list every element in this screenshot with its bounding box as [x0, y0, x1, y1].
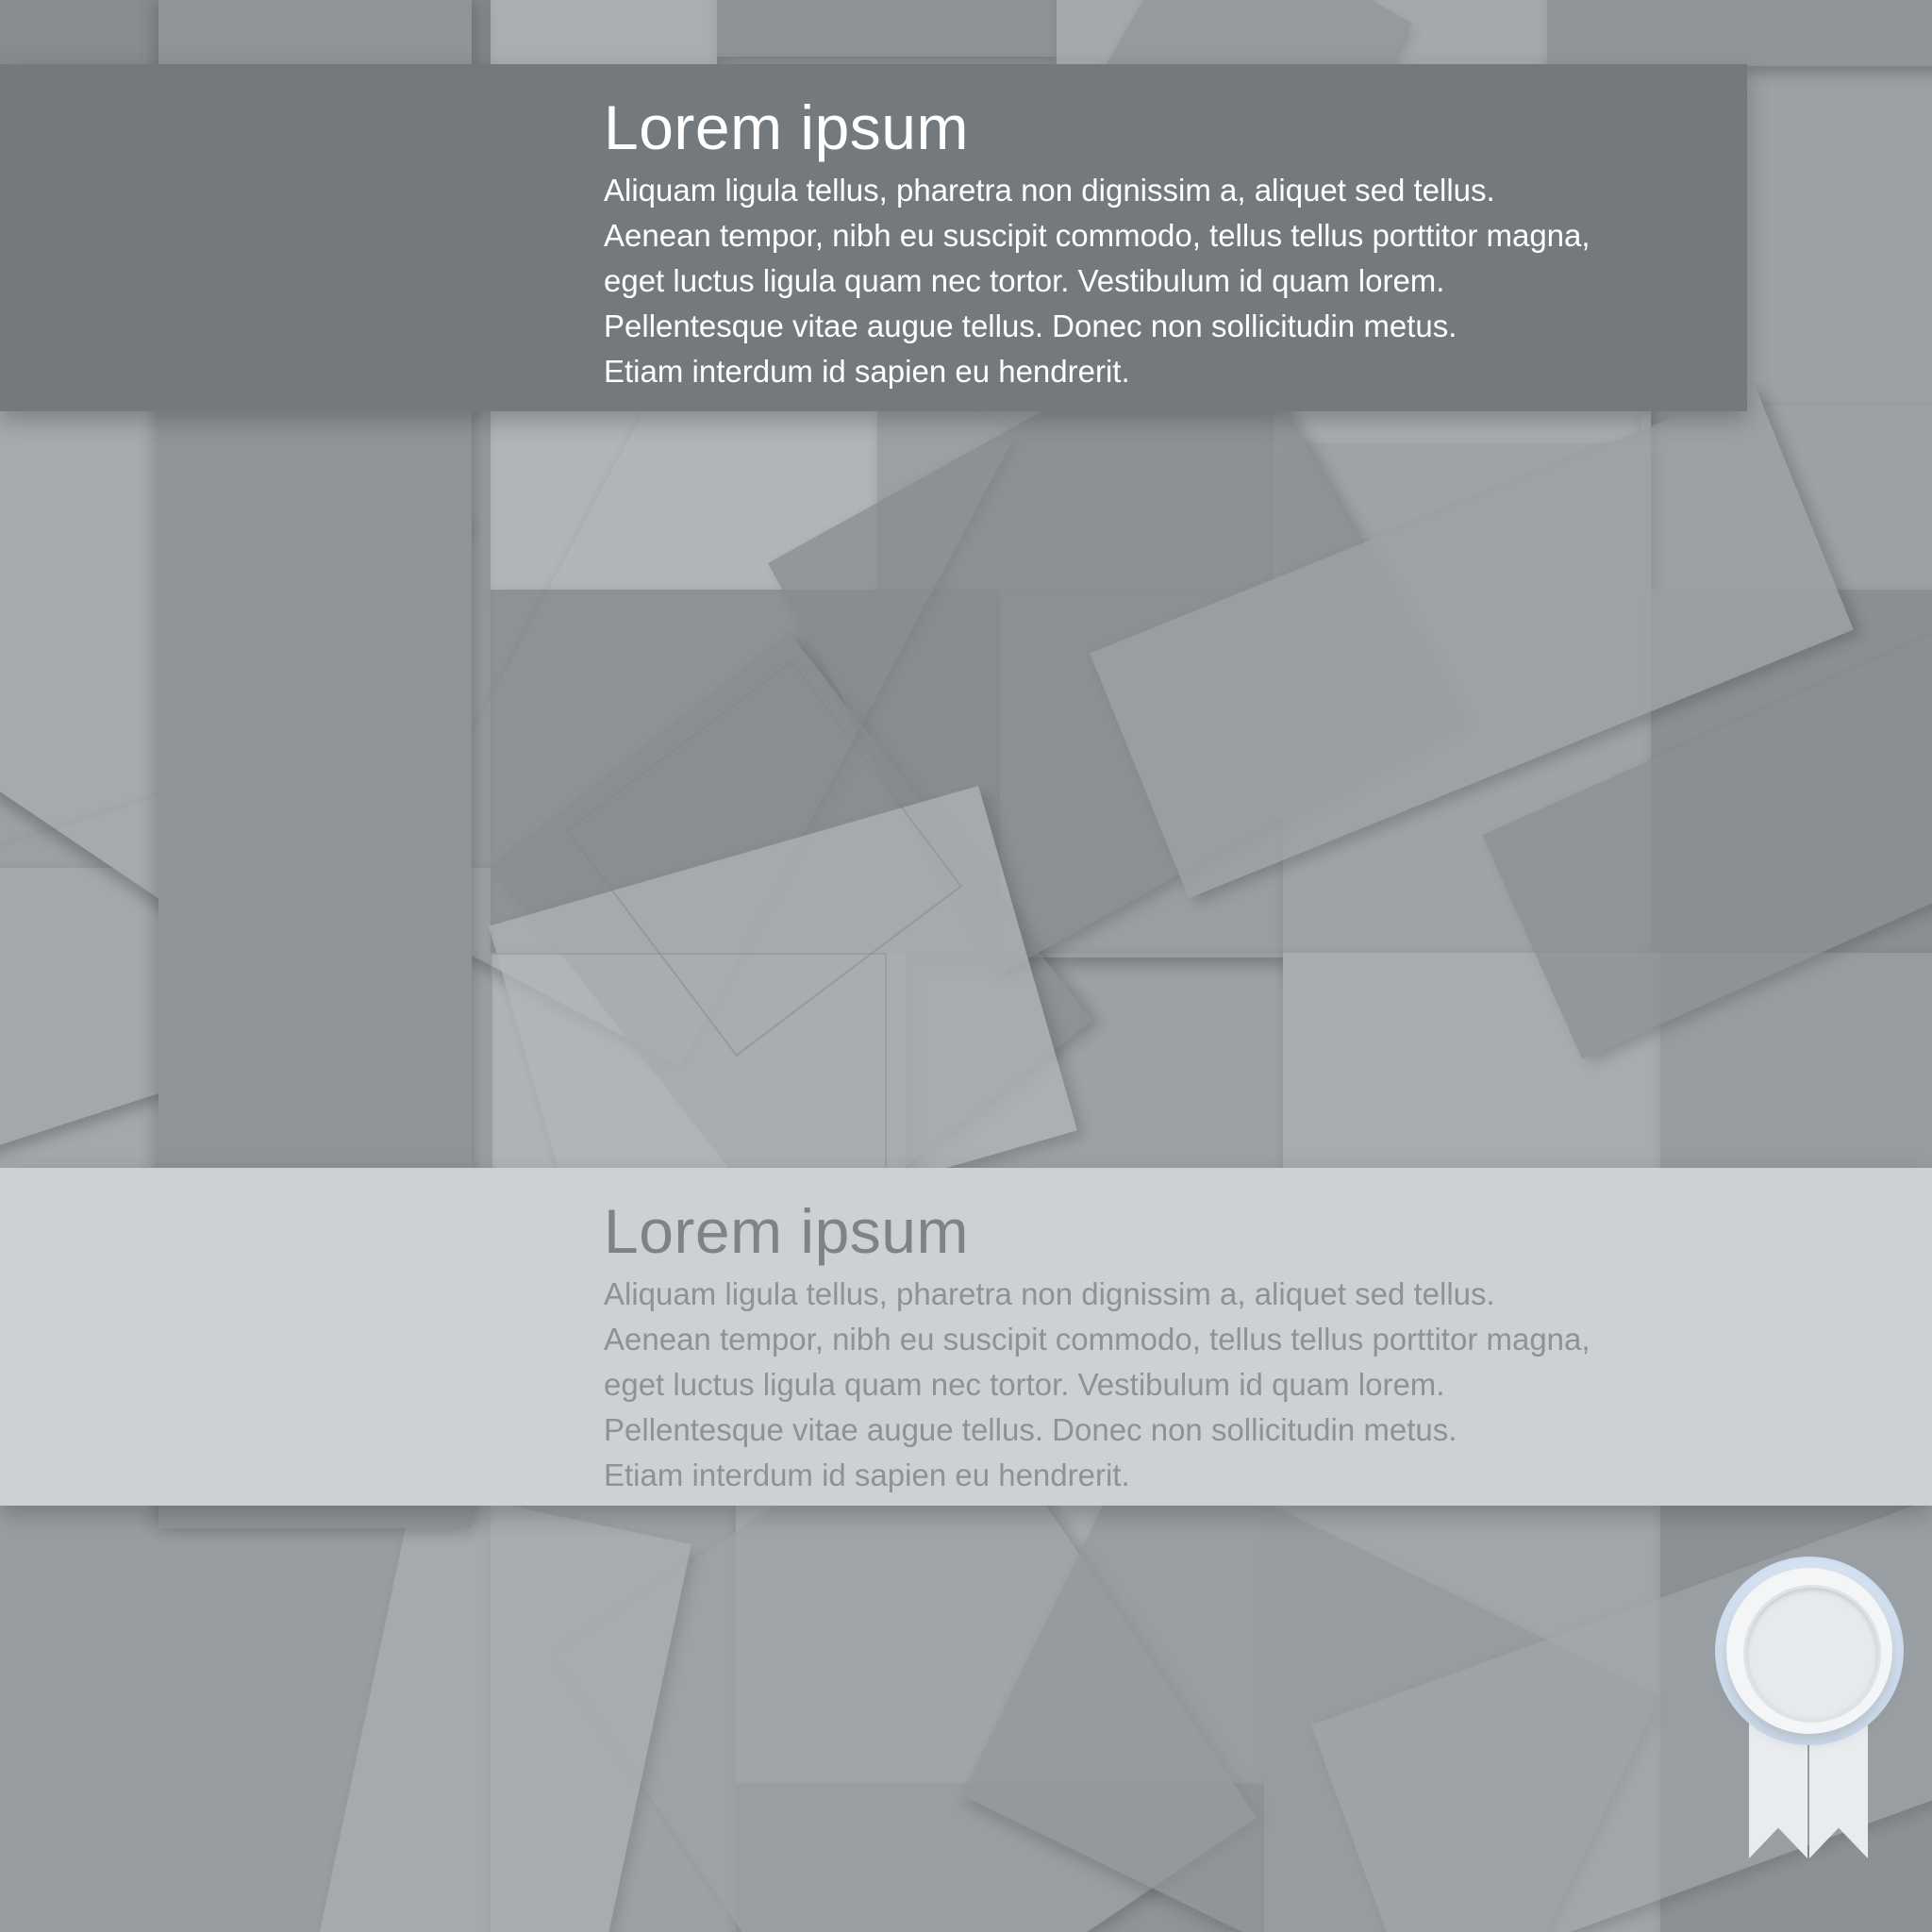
banner-bottom	[0, 1168, 1932, 1506]
banner-top-line: eget luctus ligula quam nec tortor. Vestibulum id quam lorem.	[604, 263, 1445, 298]
banner-bottom-body	[604, 1272, 1894, 1498]
bg-shape	[1547, 0, 1932, 66]
banner-bottom-line: eget luctus ligula quam nec tortor. Vestibulum id quam lorem.	[604, 1367, 1445, 1402]
bg-shape-outline	[491, 953, 887, 1179]
banner-top-line: Aenean tempor, nibh eu suscipit commodo, tellus tellus porttitor magna,	[604, 218, 1591, 253]
award-seal-badge	[1715, 1557, 1904, 1858]
banner-bottom-line: Etiam interdum id sapien eu hendrerit.	[604, 1457, 1130, 1492]
banner-top-title: Lorem ipsum	[604, 92, 969, 162]
banner-top-body	[604, 168, 1709, 394]
banner-top-line: Etiam interdum id sapien eu hendrerit.	[604, 354, 1130, 389]
banner-bottom-line: Pellentesque vitae augue tellus. Donec non sollicitudin metus.	[604, 1412, 1457, 1447]
banner-bottom-line: Aliquam ligula tellus, pharetra non dignissim a, aliquet sed tellus.	[604, 1276, 1495, 1311]
banner-top	[0, 64, 1747, 411]
banner-bottom-line: Aenean tempor, nibh eu suscipit commodo, tellus tellus porttitor magna,	[604, 1322, 1591, 1357]
banner-top-line: Aliquam ligula tellus, pharetra non dignissim a, aliquet sed tellus.	[604, 173, 1495, 208]
banner-top-line: Pellentesque vitae augue tellus. Donec non sollicitudin metus.	[604, 308, 1457, 343]
banner-bottom-title: Lorem ipsum	[604, 1196, 969, 1266]
seal-inner-disc	[1743, 1585, 1881, 1723]
bg-shape	[717, 0, 1057, 57]
